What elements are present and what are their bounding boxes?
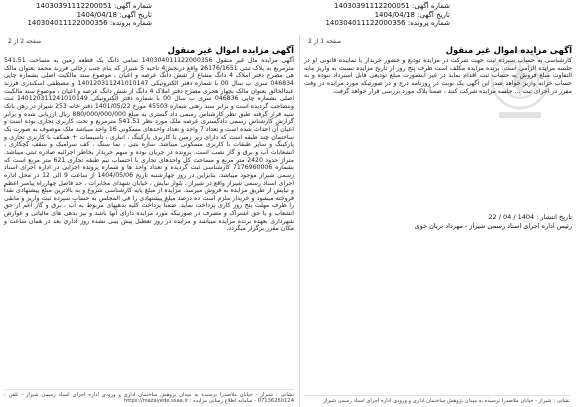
notice-meta bbox=[310, 2, 450, 28]
signature-block bbox=[415, 213, 572, 230]
notice-date: تاریخ آگهی: 1404/04/18 bbox=[76, 10, 152, 19]
notice-title: آگهی مزایده اموال غیر منقول bbox=[445, 46, 572, 56]
notice-footer: نشانی : شیراز - خیابان ملاصدرا نرسیده به میدان پژوهش ساختمان اداری و ورودی اداره اجرای اسناد رسمی شیراز bbox=[304, 395, 570, 404]
page-number: صفحه 2 از 2 bbox=[8, 38, 42, 45]
notice-title: آگهی مزایده اموال غیر منقول bbox=[167, 46, 294, 56]
print-code: شماره آگهی: 14030391112200051 bbox=[334, 2, 450, 10]
signatory: رئیس اداره اجرای اسناد رسمی شیراز - مهرداد بریان خوی bbox=[414, 221, 572, 230]
notice-body: کارشناسی به حساب سپرده ثبت جهت شرکت در مزایده تودیع و حضور خریدار یا نماینده قانونی او در جلسه مزایده الزامی است. برنده مزایده مکلف است ظرف پنج روز از تاریخ مزایده نسبت به واریز مابه التفاوت مبلغ فروش به حساب ثبت اقدام نماید در غیر اینصورت مبلغ تودیعی قابل استرداد نبوده و به حساب خزانه واریز خواهد شد. این آگهی یک نوبت در روزنامه درج و در صورتیکه مورد مزایده در وقت مقرر در اجرای ثبت ... جلسه مزایده شرکت کنند ، ضمناً پلاک مورد بررسی قرار خواهد گرفت. bbox=[304, 57, 572, 95]
notice-page-1 bbox=[300, 0, 576, 407]
notice-meta bbox=[12, 2, 152, 28]
publish-date: تاریخ انتشار : 1404 / 04 / 22 bbox=[488, 213, 572, 221]
notice-footer: نشانی : شیراز - خیابان ملاصدرا نرسیده به میدان پژوهش ساختمان اداری و ورودی اداره اجرای اسناد رسمی شیراز - تلفن : 07136250124 - سامانه اطلاع رسانی مزایده : https://mazayede.ssaa.ir bbox=[4, 389, 294, 404]
file-number: شماره پرونده: 140304011122000356 bbox=[325, 19, 450, 27]
notice-body: آگهی مزایده مال غیر منقول 140304011122000356 تمامی دانگ یک قطعه زمین به مساحت 541.51 مترمربع به پلاک ثبتی 26176/1651 واقع دربخش4 ناحیه 5 شیراز که بنام جنب رجائی فرزند محمد بعنوان مالک هی مصرح دفتر املاک 4 دانگ مشاع از شش دانگ عرصه و اعیان ، موضوع سند مالکیت اصلی بشماره چاپی 046834 سری ب سال 00 با شماره دفتر الکترونیکی 140120311241010147 و مصطفی اسکندری فرزند عبدالخالق بعنوان مالک بچهار هجری مصرح دفتر املاک 4 دانگ از شش دانگ عرصه و اعیان ، موضوع سند مالکیت اصلی بشماره چاپی 046836 سری ب سال 00 با شماره دفتر الکترونیکی 140120311241010149 ثبت وبتصاحب گردیده است و برابر سند رهنی شماره 45503 مورخ 1401/05/22 دفتر خانه 253 شیراز در رهن بانک سپه قرار گرفته طبق نظر کارشناس رسمی داد گستری به مبلغ 880/000/000/000 ریال ارزیابی شده و برابر گزارش کارشناس رسمی دادگستری عرصه ملک مورد نظر 541.51 مترمربع و تحت کاربری تجاری بوده است و اعیان آن احداث شده است و تعداد 7 واحد و تعداد واحدهای مسکونی 16 واحد میباشد ملک موصوف به صورت یک ساختمان چند طبقه است که دارای زیر زمین با کاربری پارکینگ ، انباری ، تاسیسات + همکف با کاربری تجاری و پارکینگ و سایر طبقات با کاربری مسکونی میباشد. سازه بتنی ، نما سنگ ، کف سرامیک و سقف گچکاری ، انشعابات آب و برق و گاز نصب است. پرونده در جریان بوده و سهم خریدار بخاطر اجرائیه صادره ثبتی میباشد. متراژ حدود 2420 متر مربع و مساحت کل واحدهای تجاری با احتساب نیم طبقه تجاری 621 متر مربع است که بشماره 7176960006 کارشناسی ثبت گردیده و تعداد واحد ها و شماره پرونده اجرایی در اداره اجرای اسناد رسمی شیراز موجود میباشد. بنابراین در روز چهارشنبه تاریخ 1404/05/06 از ساعت 9 الی 12 در محل اداره اجرای اسناد رسمی شیراز واقع در شیراز ، بلوار نیایش ، خیابان شهدای مخابرات ، حد فاصل چهارراه پیامبر اعظم و نیایش از طریق مزایده به فروش میرسد. مزایده از مبلغ پایه کارشناسی شروع و به بالاترین مبلغ پیشنهادی نقداً فروخته میشود و خریدار ملزم است ده درصد مبلغ پیشنهادی را فی المجلس به حساب سپرده ثبت واریز و مابقی را ظرف مهلت پنج روز کاری پرداخت نماید. ضمناً پرداخت کلیه بدهیهای مربوط به آب ، برق و گاز اعم از حق انشعاب و یا حق اشتراک و مصرف در صورتیکه مورد مزایده دارای آنها باشد و نیز بدهی های مالیاتی و عوارض شهرداری بعهده برنده مزایده میباشد و مزایده در روز تعطیل پیش بینی نشده روز اداری بعد در همان ساعت و مکان مقرر برگزار میگردد. bbox=[4, 57, 295, 233]
file-number: شماره پرونده: 140304011122000356 bbox=[27, 19, 152, 27]
page-number: صفحه 1 از 2 bbox=[308, 38, 342, 45]
notice-date: تاریخ آگهی: 1404/04/18 bbox=[374, 10, 450, 19]
print-code: شماره آگهی: 14030391112200051 bbox=[36, 2, 152, 10]
